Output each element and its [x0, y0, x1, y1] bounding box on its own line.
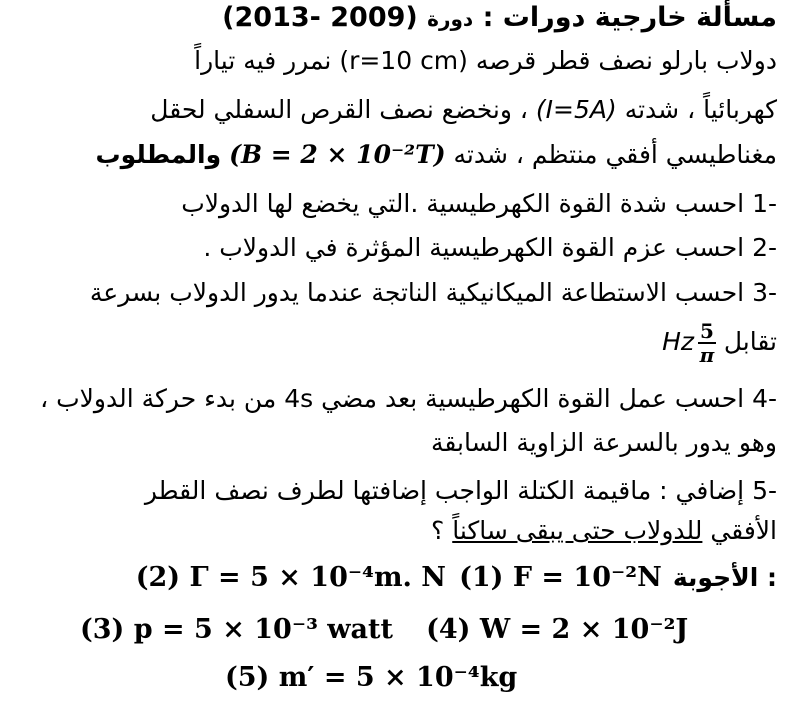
question-3: -3 احسب الاستطاعة الميكانيكية الناتجة عندما يدور الدولاب بسرعة	[89, 278, 777, 307]
field-value: (B = 2 × 10⁻²T)	[229, 140, 446, 169]
fraction-numerator: 5	[700, 319, 714, 343]
answers-label: الأجوبة :	[672, 563, 777, 592]
question-text: تقابل	[723, 327, 777, 356]
problem-text: كهربائياً ، شدته	[624, 95, 777, 124]
answers-line-3	[225, 662, 517, 693]
problem-text: ، ونخضع نصف القرص السفلي لحقل	[150, 95, 528, 124]
underlined-text: للدولاب حتى يبقى ساكناً	[452, 516, 703, 545]
question-4: -4 احسب عمل القوة الكهرطيسية بعد مضي 4s من بدء حركة الدولاب ،	[40, 384, 777, 413]
title-years: (2013- 2009)	[222, 2, 418, 33]
answers-line-2	[80, 614, 688, 645]
frequency-unit: Hz	[662, 327, 694, 356]
question-5: -5 إضافي : ماقيمة الكتلة الواجب إضافتها لطرف نصف القطر	[144, 476, 777, 505]
question-3-continued	[662, 320, 777, 366]
problem-text: نمرر فيه تياراً	[194, 46, 332, 75]
answers-line-1	[136, 562, 777, 593]
answer-3: (3) p = 5 × 10⁻³ watt	[80, 614, 393, 645]
frequency-fraction	[698, 320, 716, 366]
question-text: الأفقي	[710, 516, 777, 545]
question-5-continued	[431, 516, 777, 545]
question-4-continued: وهو يدور بالسرعة الزاوية السابقة	[430, 428, 777, 457]
title-line	[222, 2, 777, 33]
problem-line-3	[96, 140, 777, 169]
problem-text: مغناطيسي أفقي منتظم ، شدته	[453, 140, 777, 169]
radius-value: (r=10 cm)	[339, 46, 468, 75]
fraction-denominator: π	[699, 343, 715, 367]
title-session: دورة	[427, 7, 474, 31]
answer-2: (2) Γ = 5 × 10⁻⁴m. N	[135, 562, 446, 593]
answer-5: (5) m′ = 5 × 10⁻⁴kg	[225, 662, 518, 693]
question-mark: ؟	[431, 516, 445, 545]
title-main: مسألة خارجية دورات :	[482, 2, 777, 33]
answer-1: (1) F = 10⁻²N	[459, 562, 662, 593]
required-label: والمطلوب	[95, 140, 222, 169]
question-1: -1 احسب شدة القوة الكهرطيسية .التي يخضع لها الدولاب	[181, 189, 777, 218]
problem-line-1	[194, 46, 777, 75]
current-value: (I=5A)	[535, 95, 617, 124]
problem-text: دولاب بارلو نصف قطر قرصه	[475, 46, 777, 75]
problem-line-2	[150, 95, 777, 124]
answer-4: (4) W = 2 × 10⁻²J	[426, 614, 689, 645]
question-2: -2 احسب عزم القوة الكهرطيسية المؤثرة في الدولاب .	[203, 233, 777, 262]
